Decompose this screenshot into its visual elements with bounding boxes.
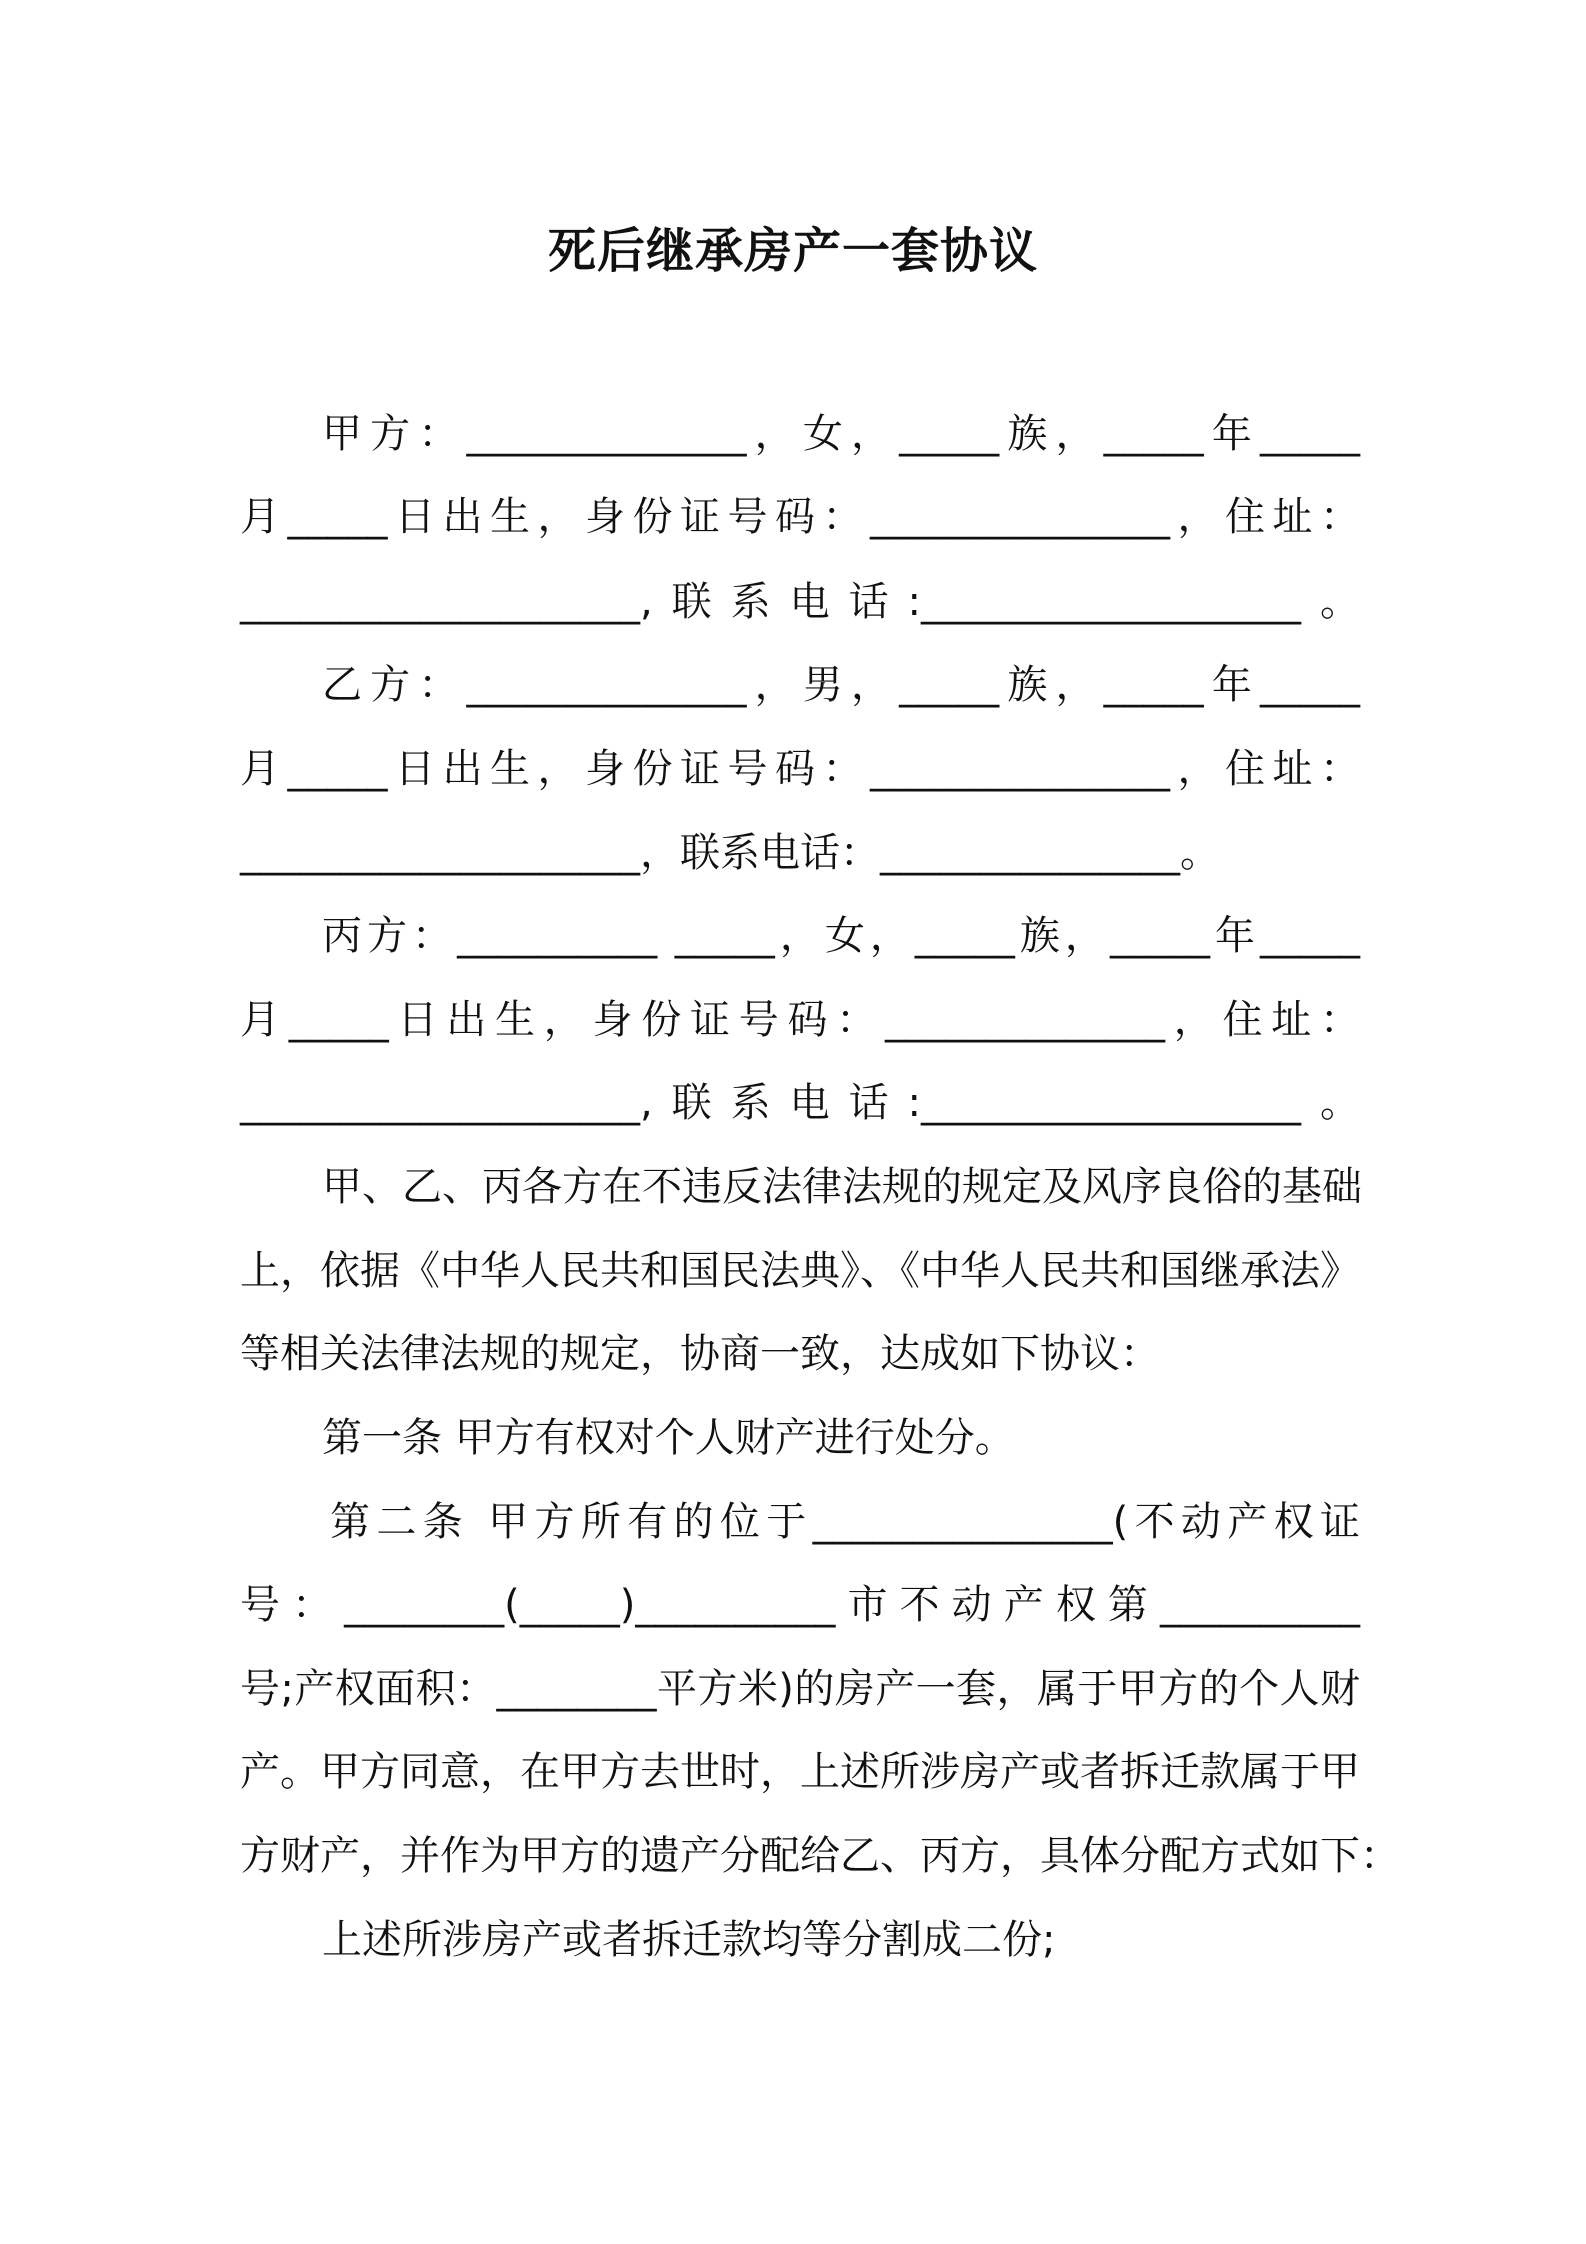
party-b-line-1: 乙方：______________，男，_____族，_____年_____	[322, 662, 1360, 708]
article-2-line-2: 号：________(_____)__________市不动产权第__________	[240, 1582, 1360, 1628]
article-2-line-1: 第二条 甲方所有的位于_______________(不动产权证	[330, 1499, 1360, 1545]
party-a-line-3: ____________________,联系电话:___________________。	[240, 579, 1360, 625]
party-b-line-2: 月_____日出生，身份证号码：_______________，住址：	[240, 746, 1360, 792]
article-2-line-5: 方财产，并作为甲方的遗产分配给乙、丙方，具体分配方式如下：	[240, 1833, 1400, 1879]
preamble-line-3: 等相关法律法规的规定，协商一致，达成如下协议：	[240, 1331, 1160, 1377]
preamble-line-1: 甲、乙、丙各方在不违反法律法规的规定及风序良俗的基础	[322, 1164, 1362, 1210]
article-1: 第一条 甲方有权对个人财产进行处分。	[322, 1415, 1015, 1461]
party-a-line-1: 甲方：______________，女，_____族，_____年_____	[322, 411, 1360, 457]
distribution-line: 上述所涉房产或者拆迁款均等分割成二份;	[322, 1917, 1056, 1963]
document-title: 死后继承房产一套协议	[547, 223, 1038, 279]
party-a-line-2: 月_____日出生，身份证号码：_______________，住址：	[240, 494, 1360, 540]
party-c-line-3: ____________________,联系电话:___________________。	[240, 1080, 1360, 1126]
article-2-line-3: 号;产权面积：________平方米)的房产一套，属于甲方的个人财	[240, 1666, 1360, 1712]
preamble-line-2: 上，依据《中华人民共和国民法典》、《中华人民共和国继承法》	[240, 1248, 1360, 1294]
article-2-line-4: 产。甲方同意，在甲方去世时，上述所涉房产或者拆迁款属于甲	[240, 1749, 1360, 1795]
party-b-line-3: ____________________，联系电话：_______________。	[240, 830, 1220, 876]
party-c-line-2: 月_____日出生，身份证号码：______________，住址：	[240, 997, 1360, 1043]
party-c-line-1: 丙方：__________ _____，女，_____族，_____年_____	[322, 913, 1360, 959]
